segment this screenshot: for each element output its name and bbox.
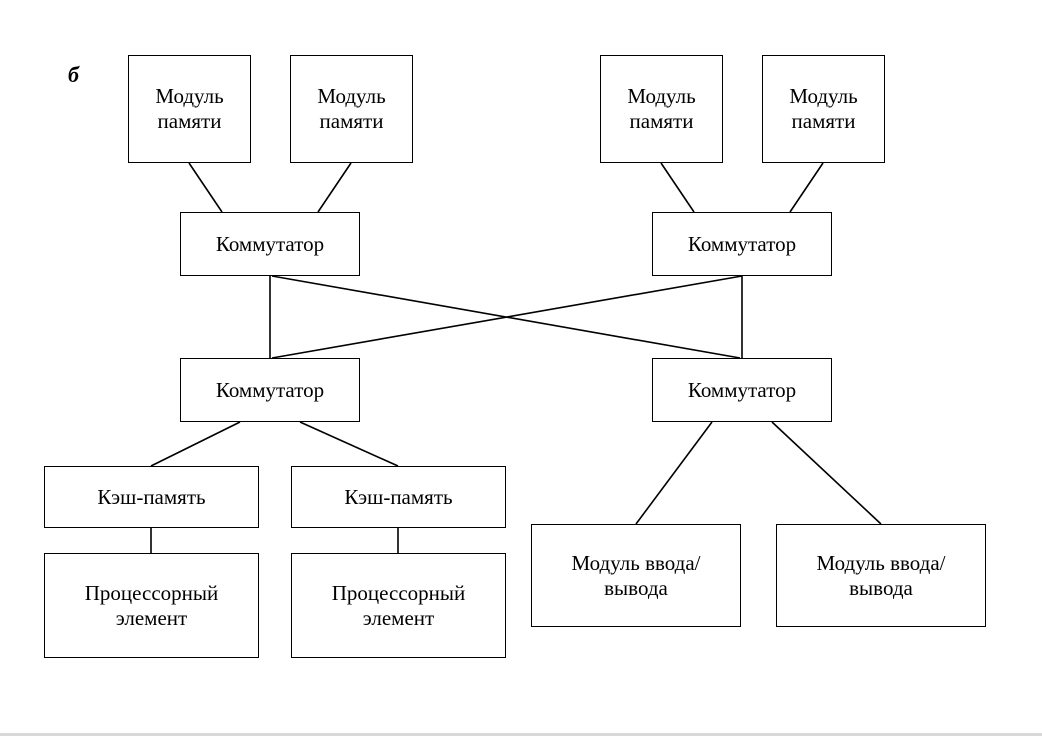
node-io1: Модуль ввода/ вывода — [531, 524, 741, 627]
node-sw_top_left: Коммутатор — [180, 212, 360, 276]
node-mem2: Модуль памяти — [290, 55, 413, 163]
node-pe1: Процессорный элемент — [44, 553, 259, 658]
node-cache1: Кэш-память — [44, 466, 259, 528]
node-mem1: Модуль памяти — [128, 55, 251, 163]
edge-sw_top_right-to-sw_bottom_left — [272, 276, 742, 358]
node-sw_top_right: Коммутатор — [652, 212, 832, 276]
node-mem3: Модуль памяти — [600, 55, 723, 163]
edge-sw_bottom_left-to-cache2 — [300, 422, 398, 466]
edge-sw_bottom_right-to-io2 — [772, 422, 881, 524]
edge-mem4-to-sw_top_right — [790, 163, 823, 212]
node-sw_bottom_right: Коммутатор — [652, 358, 832, 422]
edge-sw_bottom_left-to-cache1 — [151, 422, 240, 466]
panel-label: б — [68, 62, 79, 87]
edge-mem2-to-sw_top_left — [318, 163, 351, 212]
node-mem4: Модуль памяти — [762, 55, 885, 163]
node-io2: Модуль ввода/ вывода — [776, 524, 986, 627]
node-pe2: Процессорный элемент — [291, 553, 506, 658]
node-cache2: Кэш-память — [291, 466, 506, 528]
edge-sw_bottom_right-to-io1 — [636, 422, 712, 524]
edge-mem1-to-sw_top_left — [189, 163, 222, 212]
edge-mem3-to-sw_top_right — [661, 163, 694, 212]
node-sw_bottom_left: Коммутатор — [180, 358, 360, 422]
edge-sw_top_left-to-sw_bottom_right — [272, 276, 740, 358]
